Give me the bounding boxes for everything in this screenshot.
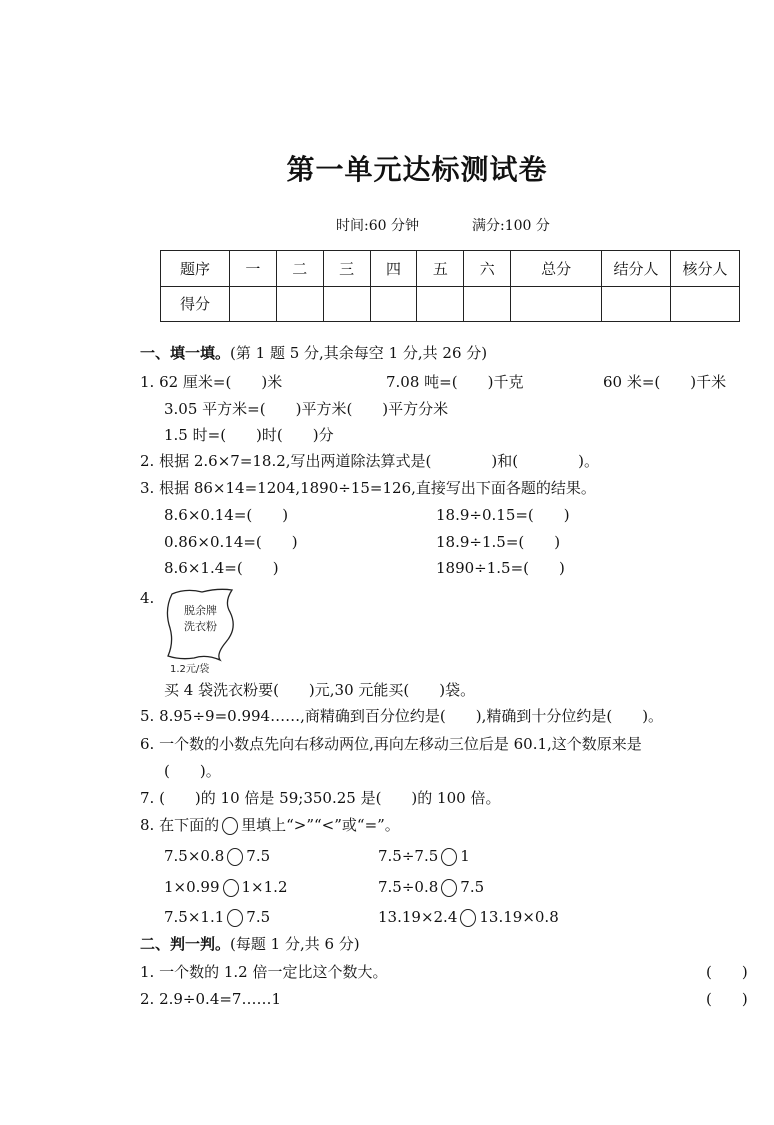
judge-q2-answer[interactable]: ( ): [706, 990, 748, 1008]
q4-number: 4.: [140, 589, 155, 607]
q8-right: 7.5: [246, 908, 271, 926]
q8-right: 7.5: [246, 847, 271, 865]
judge-q1-answer[interactable]: ( ): [706, 963, 748, 981]
q3-item: 0.86×0.14=( ): [164, 533, 298, 551]
q8-item: [378, 877, 484, 897]
q8-left: 7.5×1.1: [164, 908, 225, 926]
compare-circle[interactable]: [227, 848, 243, 866]
score-header-cell: 核分人: [671, 251, 740, 287]
q4: 买 4 袋洗衣粉要( )元,30 元能买( )袋。: [164, 681, 476, 699]
page-title: 第一单元达标测试卷: [286, 153, 548, 186]
q3-item: 8.6×0.14=( ): [164, 506, 289, 524]
q8-left: 13.19×2.4: [378, 908, 458, 926]
q8-prefix: 8. 在下面的: [140, 816, 220, 834]
q5: 5. 8.95÷9=0.994……,商精确到百分位约是( ),精确到十分位约是( )。: [140, 707, 664, 725]
bag-price: 1.2元/袋: [170, 664, 210, 675]
q1-e: 1.5 时=( )时( )分: [164, 426, 334, 444]
score-header-cell: 一: [230, 251, 277, 287]
bag-text-product: 洗衣粉: [184, 620, 217, 633]
q8-item: [378, 846, 470, 866]
score-cell[interactable]: [323, 286, 370, 322]
section1-note: (第 1 题 5 分,其余每空 1 分,共 26 分): [230, 344, 488, 362]
compare-circle[interactable]: [441, 879, 457, 897]
score-cell[interactable]: [417, 286, 464, 322]
q1-c: 60 米=( )千米: [603, 373, 727, 391]
score-cell[interactable]: [230, 286, 277, 322]
q8-left: 7.5÷0.8: [378, 878, 439, 896]
compare-circle[interactable]: [441, 848, 457, 866]
section1-title: 一、填一填。: [140, 344, 231, 362]
q1-a: 1. 62 厘米=( )米: [140, 373, 283, 391]
compare-circle[interactable]: [223, 879, 239, 897]
q1-b: 7.08 吨=( )千克: [386, 373, 524, 391]
detergent-bag-icon: [158, 584, 244, 676]
score-cell[interactable]: [671, 286, 740, 322]
q8-left: 7.5÷7.5: [378, 847, 439, 865]
score-table-score-row: [161, 286, 740, 322]
q8-right: 13.19×0.8: [479, 908, 559, 926]
q8-right: 1: [460, 847, 470, 865]
q2: 2. 根据 2.6×7=18.2,写出两道除法算式是( )和( )。: [140, 452, 599, 470]
q6-line2: ( )。: [164, 762, 221, 780]
score-cell[interactable]: [370, 286, 417, 322]
circle-icon: [222, 817, 238, 835]
compare-circle[interactable]: [227, 909, 243, 927]
q8-item: [164, 877, 287, 897]
q1-d: 3.05 平方米=( )平方米( )平方分米: [164, 400, 449, 418]
score-header-cell: 结分人: [602, 251, 671, 287]
time-limit: 时间:60 分钟: [336, 218, 419, 234]
q8-item: [378, 907, 559, 927]
section2-heading: [140, 934, 360, 954]
score-header-cell: 二: [276, 251, 323, 287]
q8: [140, 815, 400, 835]
section1-heading: [140, 343, 487, 363]
q8-suffix: 里填上“>”“<”或“=”。: [241, 816, 400, 834]
q7: 7. ( )的 10 倍是 59;350.25 是( )的 100 倍。: [140, 789, 501, 807]
score-header-cell: 五: [417, 251, 464, 287]
score-table: [160, 250, 740, 322]
q8-left: 7.5×0.8: [164, 847, 225, 865]
judge-q1: 1. 一个数的 1.2 倍一定比这个数大。: [140, 963, 388, 981]
section2-title: 二、判一判。: [140, 935, 231, 953]
q6-line1: 6. 一个数的小数点先向右移动两位,再向左移动三位后是 60.1,这个数原来是: [140, 735, 642, 753]
score-row-label: 得分: [161, 286, 230, 322]
q8-right: 7.5: [460, 878, 485, 896]
q8-item: [164, 846, 270, 866]
q3-item: 8.6×1.4=( ): [164, 559, 279, 577]
q3-item: 1890÷1.5=( ): [436, 559, 565, 577]
bag-text-brand: 脱余牌: [184, 604, 217, 617]
q3-item: 18.9÷0.15=( ): [436, 506, 570, 524]
q8-left: 1×0.99: [164, 878, 220, 896]
score-header-cell: 题序: [161, 251, 230, 287]
score-table-header-row: [161, 251, 740, 287]
score-cell[interactable]: [276, 286, 323, 322]
q8-item: [164, 907, 270, 927]
q3-item: 18.9÷1.5=( ): [436, 533, 561, 551]
q8-right: 1×1.2: [241, 878, 288, 896]
score-header-cell: 总分: [511, 251, 602, 287]
q3: 3. 根据 86×14=1204,1890÷15=126,直接写出下面各题的结果。: [140, 479, 596, 497]
score-header-cell: 四: [370, 251, 417, 287]
score-header-cell: 三: [323, 251, 370, 287]
score-header-cell: 六: [464, 251, 511, 287]
score-cell[interactable]: [602, 286, 671, 322]
full-score: 满分:100 分: [472, 218, 550, 234]
section2-note: (每题 1 分,共 6 分): [230, 935, 360, 953]
score-cell[interactable]: [511, 286, 602, 322]
judge-q2: 2. 2.9÷0.4=7……1: [140, 990, 282, 1008]
compare-circle[interactable]: [460, 909, 476, 927]
score-cell[interactable]: [464, 286, 511, 322]
